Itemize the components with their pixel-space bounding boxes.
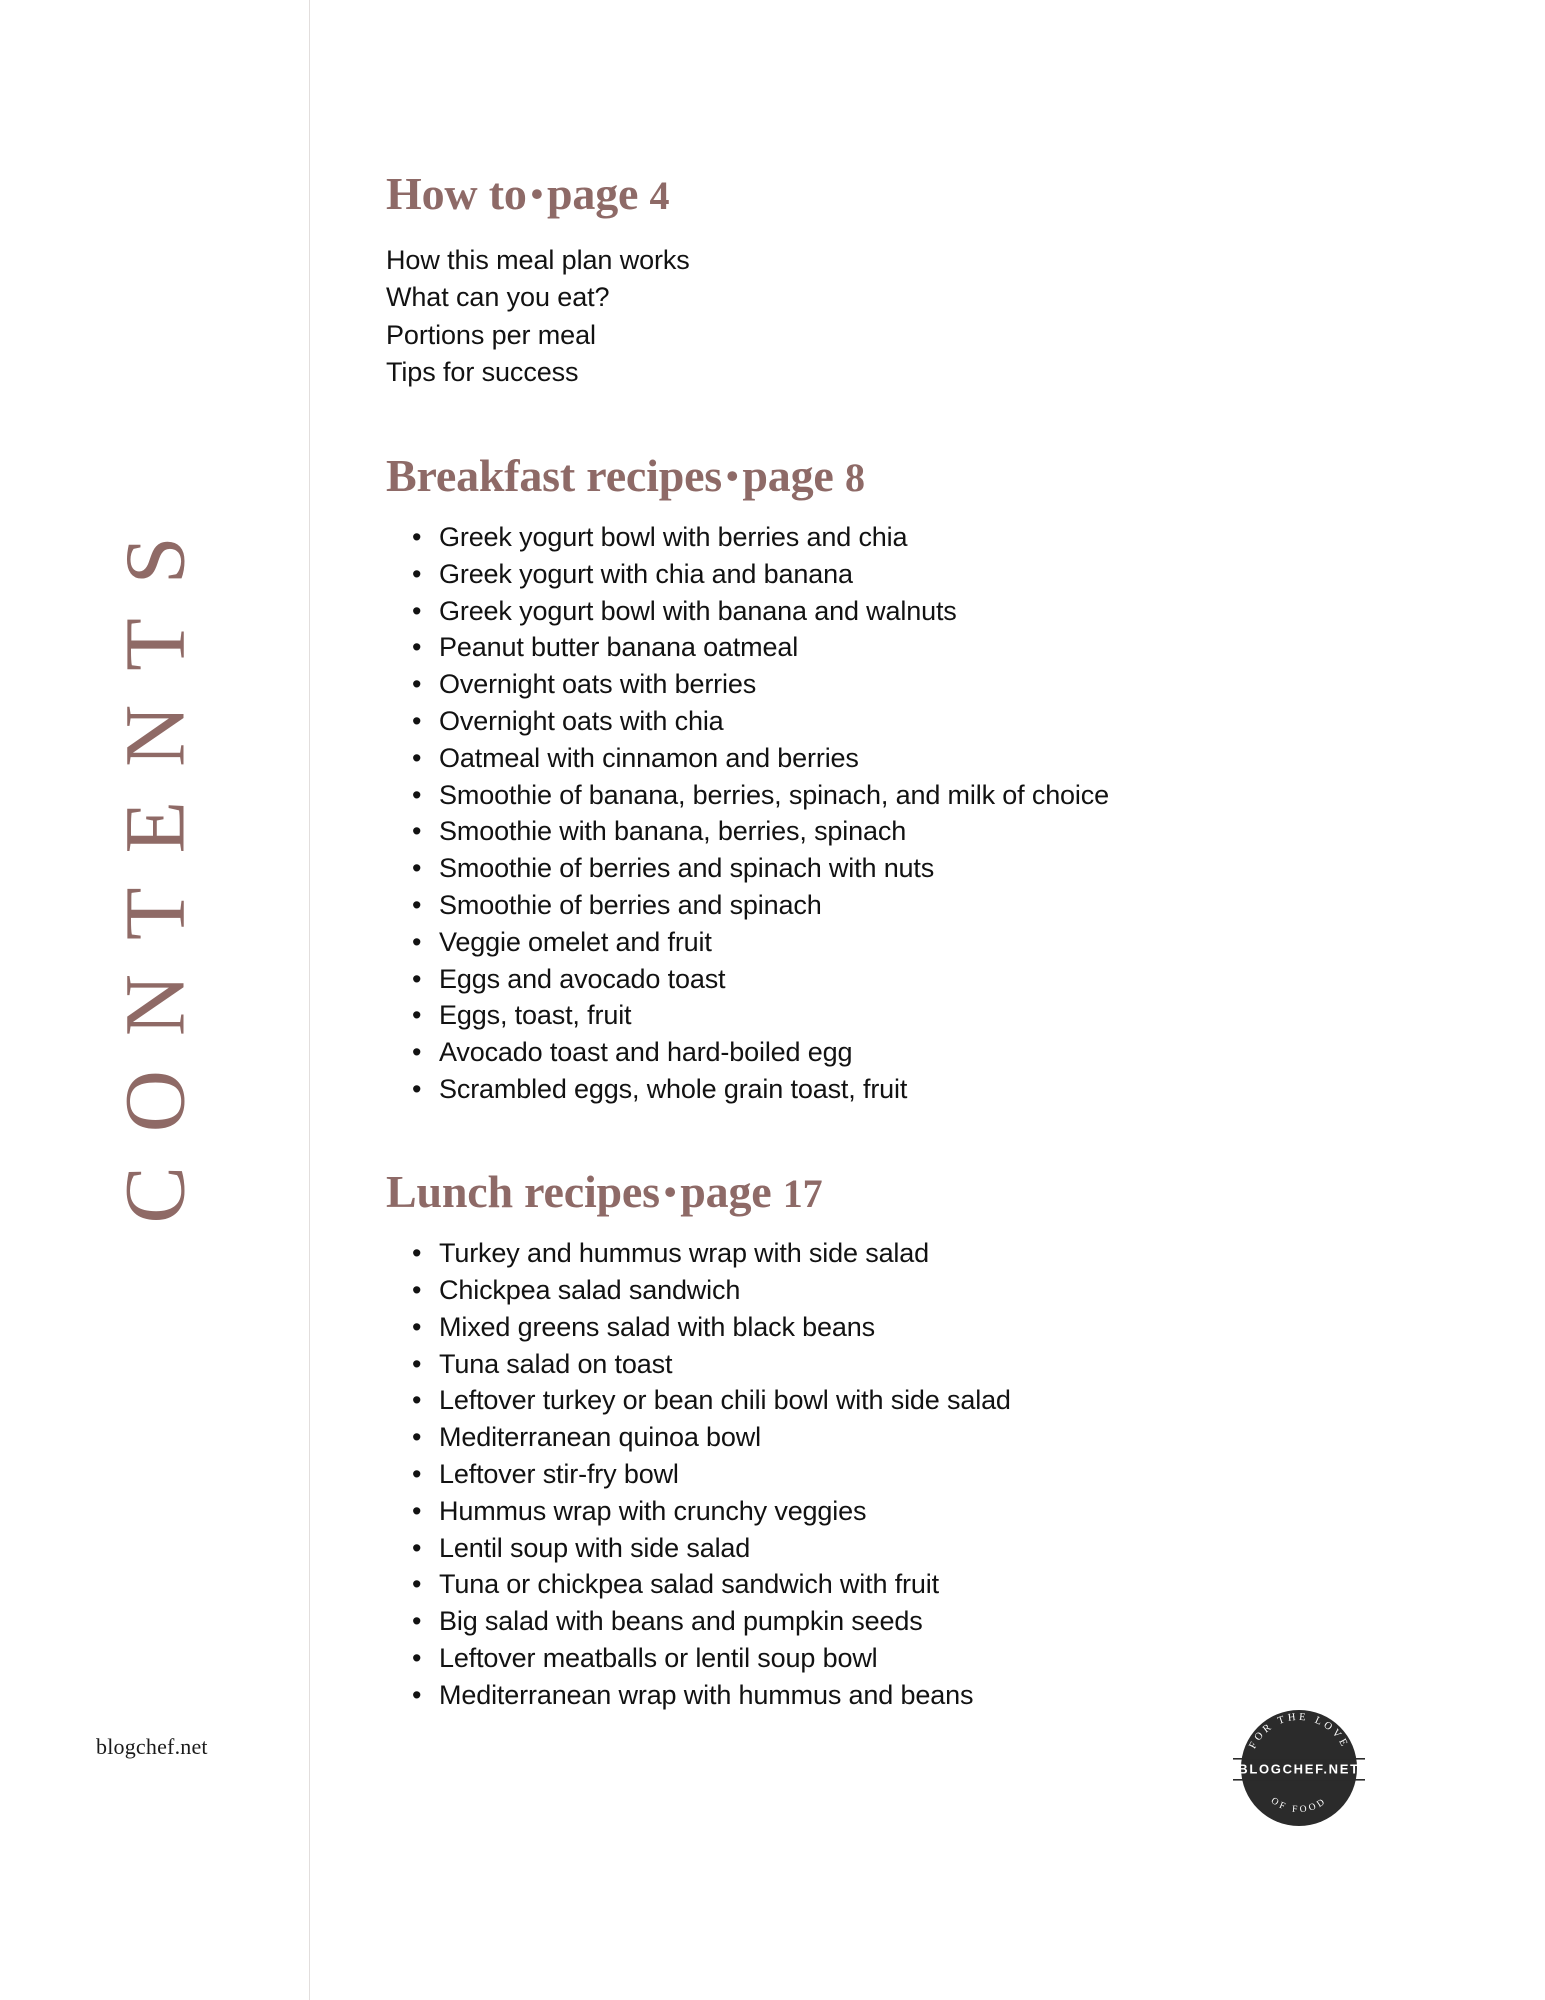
logo-rule-top: [1233, 1758, 1365, 1760]
list-item-label: Tuna or chickpea salad sandwich with fruit: [439, 1569, 939, 1600]
list-item-label: Mixed greens salad with black beans: [439, 1311, 875, 1342]
list-item: [386, 1386, 1386, 1416]
list-item-label: Smoothie with banana, berries, spinach: [439, 816, 907, 847]
list-item: [386, 1239, 1386, 1269]
logo-bottom-arc-text: OF FOOD: [1268, 1796, 1330, 1816]
bullet-icon: •: [412, 816, 422, 847]
list-item: [386, 1038, 1386, 1068]
list-item-label: Eggs, toast, fruit: [439, 1000, 632, 1031]
list-item-label: Leftover stir-fry bowl: [439, 1459, 679, 1490]
list-item: [386, 891, 1386, 921]
list-item: [386, 1644, 1386, 1674]
list-item: [386, 1313, 1386, 1343]
list-item: What can you eat?: [386, 282, 610, 313]
vertical-divider: [309, 0, 310, 2000]
bullet-icon: •: [412, 1000, 422, 1031]
bullet-icon: •: [412, 1643, 422, 1674]
title-separator-dot: •: [663, 1171, 677, 1212]
logo-rule-bottom: [1233, 1779, 1365, 1781]
title-separator-dot: •: [726, 455, 739, 496]
spacer: [386, 392, 1386, 450]
spacer: [386, 1112, 1386, 1166]
list-item-label: Greek yogurt bowl with banana and walnuts: [439, 595, 957, 626]
list-item-label: Smoothie of banana, berries, spinach, and milk of choice: [439, 779, 1109, 810]
list-item-label: Lentil soup with side salad: [439, 1532, 751, 1563]
section-page-word: page: [547, 168, 639, 219]
section-page-word: page: [680, 1165, 772, 1217]
bullet-icon: •: [412, 1459, 422, 1490]
bullet-icon: •: [412, 890, 422, 920]
footer-site-url: blogchef.net: [96, 1734, 208, 1759]
bullet-icon: •: [412, 926, 422, 957]
list-item-label: Overnight oats with berries: [439, 669, 757, 700]
section-title-label: Lunch recipes: [386, 1165, 660, 1217]
bullet-icon: •: [412, 1679, 422, 1710]
section-lunch-recipes: [386, 1166, 1386, 1711]
lunch-recipes-list: [386, 1239, 1386, 1710]
list-item: Portions per meal: [386, 319, 596, 350]
list-item: [386, 781, 1386, 811]
bullet-icon: •: [412, 963, 422, 994]
logo-circle-icon: [1225, 1694, 1373, 1842]
list-item-label: Greek yogurt with chia and banana: [439, 558, 853, 589]
list-item: [386, 670, 1386, 700]
list-item-label: Mediterranean wrap with hummus and beans: [439, 1679, 974, 1710]
bullet-icon: •: [412, 1073, 422, 1104]
list-item: [386, 1497, 1386, 1527]
list-item-label: Leftover turkey or bean chili bowl with side salad: [439, 1385, 1011, 1416]
list-item-label: Big salad with beans and pumpkin seeds: [439, 1606, 923, 1637]
list-item: [386, 633, 1386, 663]
logo-top-arc-text: FOR THE LOVE: [1247, 1711, 1351, 1751]
bullet-icon: •: [412, 706, 422, 737]
list-item-label: Smoothie of berries and spinach with nuts: [439, 853, 935, 884]
list-item: [386, 1534, 1386, 1564]
list-item: [386, 744, 1386, 774]
list-item: [386, 1570, 1386, 1600]
section-page-number: 4: [649, 173, 670, 218]
list-item-label: Scrambled eggs, whole grain toast, fruit: [439, 1073, 908, 1104]
left-rail: [0, 0, 310, 2000]
bullet-icon: •: [412, 1385, 422, 1416]
list-item: [386, 1607, 1386, 1637]
list-item-label: Peanut butter banana oatmeal: [439, 632, 799, 663]
list-item: How this meal plan works: [386, 244, 690, 275]
list-item: [386, 928, 1386, 958]
list-item: [386, 1350, 1386, 1380]
contents-vertical-title: [0, 380, 310, 1380]
bullet-icon: •: [412, 1532, 422, 1563]
list-item-label: Oatmeal with cinnamon and berries: [439, 742, 859, 773]
list-item: [386, 965, 1386, 995]
list-item-label: Chickpea salad sandwich: [439, 1275, 741, 1306]
logo-center-text: BLOGCHEF.NET: [1238, 1761, 1360, 1777]
bullet-icon: •: [412, 595, 422, 626]
list-item: [386, 817, 1386, 847]
contents-main-column: [386, 168, 1386, 1718]
blogchef-logo-badge: [1225, 1694, 1373, 1842]
bullet-icon: •: [412, 1238, 422, 1269]
bullet-icon: •: [412, 522, 422, 553]
bullet-icon: •: [412, 742, 422, 773]
list-item: [386, 707, 1386, 737]
list-item: Tips for success: [386, 357, 579, 388]
section-title-how-to: [386, 168, 1386, 220]
section-page-word: page: [742, 449, 834, 501]
section-how-to: [386, 168, 1386, 392]
bullet-icon: •: [412, 1495, 422, 1526]
list-item-label: Overnight oats with chia: [439, 706, 724, 737]
list-item-label: Eggs and avocado toast: [439, 963, 726, 994]
bullet-icon: •: [412, 558, 422, 589]
bullet-icon: •: [412, 1606, 422, 1637]
section-title-label: How to: [386, 168, 527, 219]
bullet-icon: •: [412, 779, 422, 810]
how-to-list: [386, 242, 1386, 392]
list-item-label: Veggie omelet and fruit: [439, 926, 712, 957]
section-title-breakfast: [386, 450, 1386, 502]
list-item: [386, 597, 1386, 627]
section-page-number: 17: [782, 1170, 823, 1216]
list-item: [386, 1460, 1386, 1490]
bullet-icon: •: [412, 1569, 422, 1600]
list-item-label: Smoothie of berries and spinach: [439, 890, 822, 920]
contents-vertical-title-text: CONTENTS: [107, 502, 204, 1224]
list-item-label: Hummus wrap with crunchy veggies: [439, 1495, 867, 1526]
bullet-icon: •: [412, 632, 422, 663]
list-item-label: Leftover meatballs or lentil soup bowl: [439, 1643, 878, 1674]
list-item: [386, 1001, 1386, 1031]
section-title-label: Breakfast recipes: [386, 449, 723, 501]
list-item-label: Turkey and hummus wrap with side salad: [439, 1238, 930, 1269]
bullet-icon: •: [412, 1422, 422, 1453]
section-page-number: 8: [844, 454, 865, 500]
list-item-label: Tuna salad on toast: [439, 1348, 673, 1379]
bullet-icon: •: [412, 1348, 422, 1379]
bullet-icon: •: [412, 1037, 422, 1068]
list-item: [386, 1423, 1386, 1453]
list-item: [386, 1075, 1386, 1105]
breakfast-recipes-list: [386, 523, 1386, 1105]
list-item-label: Greek yogurt bowl with berries and chia: [439, 522, 908, 553]
list-item-label: Mediterranean quinoa bowl: [439, 1422, 761, 1453]
list-item: [386, 523, 1386, 553]
bullet-icon: •: [412, 669, 422, 700]
section-breakfast-recipes: [386, 450, 1386, 1105]
bullet-icon: •: [412, 853, 422, 884]
bullet-icon: •: [412, 1311, 422, 1342]
section-title-lunch: [386, 1166, 1386, 1218]
list-item-label: Avocado toast and hard-boiled egg: [439, 1037, 853, 1068]
list-item: [386, 1276, 1386, 1306]
title-separator-dot: •: [530, 174, 544, 214]
list-item: [386, 854, 1386, 884]
bullet-icon: •: [412, 1275, 422, 1306]
list-item: [386, 560, 1386, 590]
